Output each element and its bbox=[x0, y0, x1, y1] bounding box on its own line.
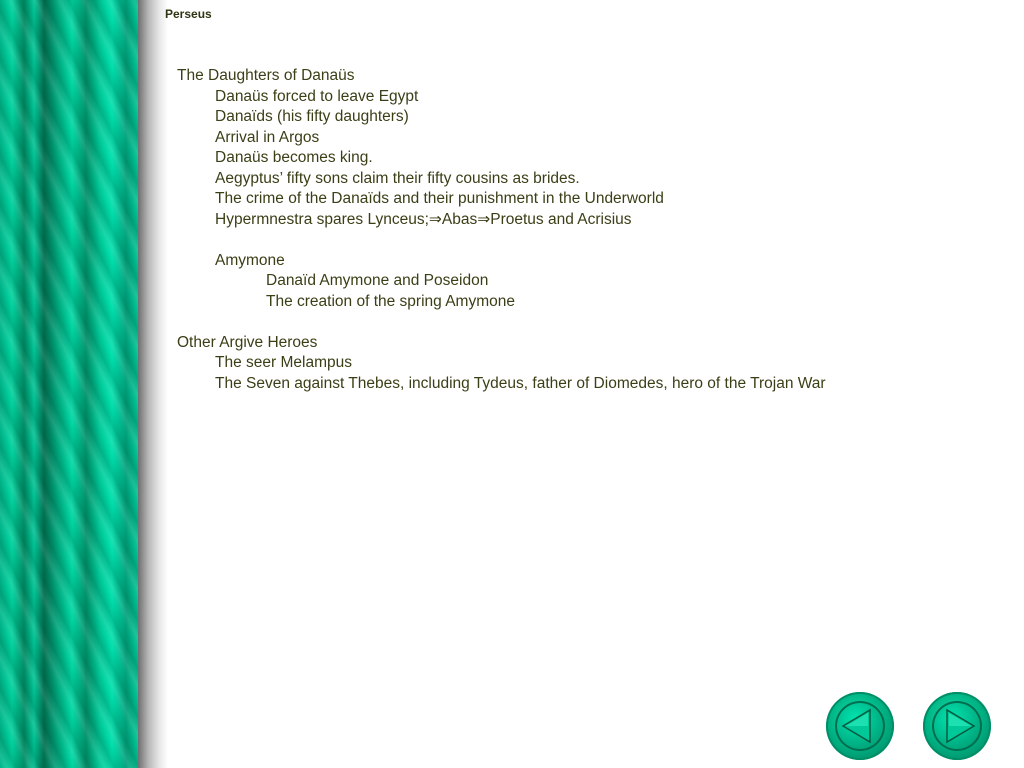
next-slide-button[interactable] bbox=[923, 692, 991, 760]
triangle-left-icon bbox=[826, 692, 894, 760]
slide-header-title: Perseus bbox=[165, 7, 212, 21]
triangle-right-icon bbox=[923, 692, 991, 760]
decorative-pillar bbox=[0, 0, 138, 768]
spacer bbox=[177, 312, 826, 333]
outline-item: Danaüs becomes king. bbox=[215, 149, 373, 166]
outline-heading: Other Argive Heroes bbox=[177, 333, 318, 351]
previous-slide-button[interactable] bbox=[826, 692, 894, 760]
pillar-shadow bbox=[138, 0, 168, 768]
outline-subitem: Danaïd Amymone and Poseidon bbox=[266, 272, 489, 289]
outline-heading: The Daughters of Danaüs bbox=[177, 67, 355, 84]
outline-subheading: Amymone bbox=[215, 251, 285, 269]
outline-item: Aegyptus’ fifty sons claim their fifty cousins as brides. bbox=[215, 169, 580, 187]
outline-item: The seer Melampus bbox=[215, 354, 352, 371]
outline-subitem: The creation of the spring Amymone bbox=[266, 292, 515, 310]
outline-item: Hypermnestra spares Lynceus;⇒Abas⇒Proetus and Acrisius bbox=[215, 210, 632, 228]
outline-item: The Seven against Thebes, including Tydeus, father of Diomedes, hero of the Trojan War bbox=[215, 374, 826, 392]
spacer bbox=[177, 230, 826, 251]
outline-item: Arrival in Argos bbox=[215, 128, 320, 146]
slide-outline bbox=[177, 66, 826, 394]
outline-item: Danaüs forced to leave Egypt bbox=[215, 87, 419, 105]
outline-item: The crime of the Danaïds and their punishment in the Underworld bbox=[215, 190, 664, 207]
outline-item: Danaïds (his fifty daughters) bbox=[215, 108, 409, 125]
